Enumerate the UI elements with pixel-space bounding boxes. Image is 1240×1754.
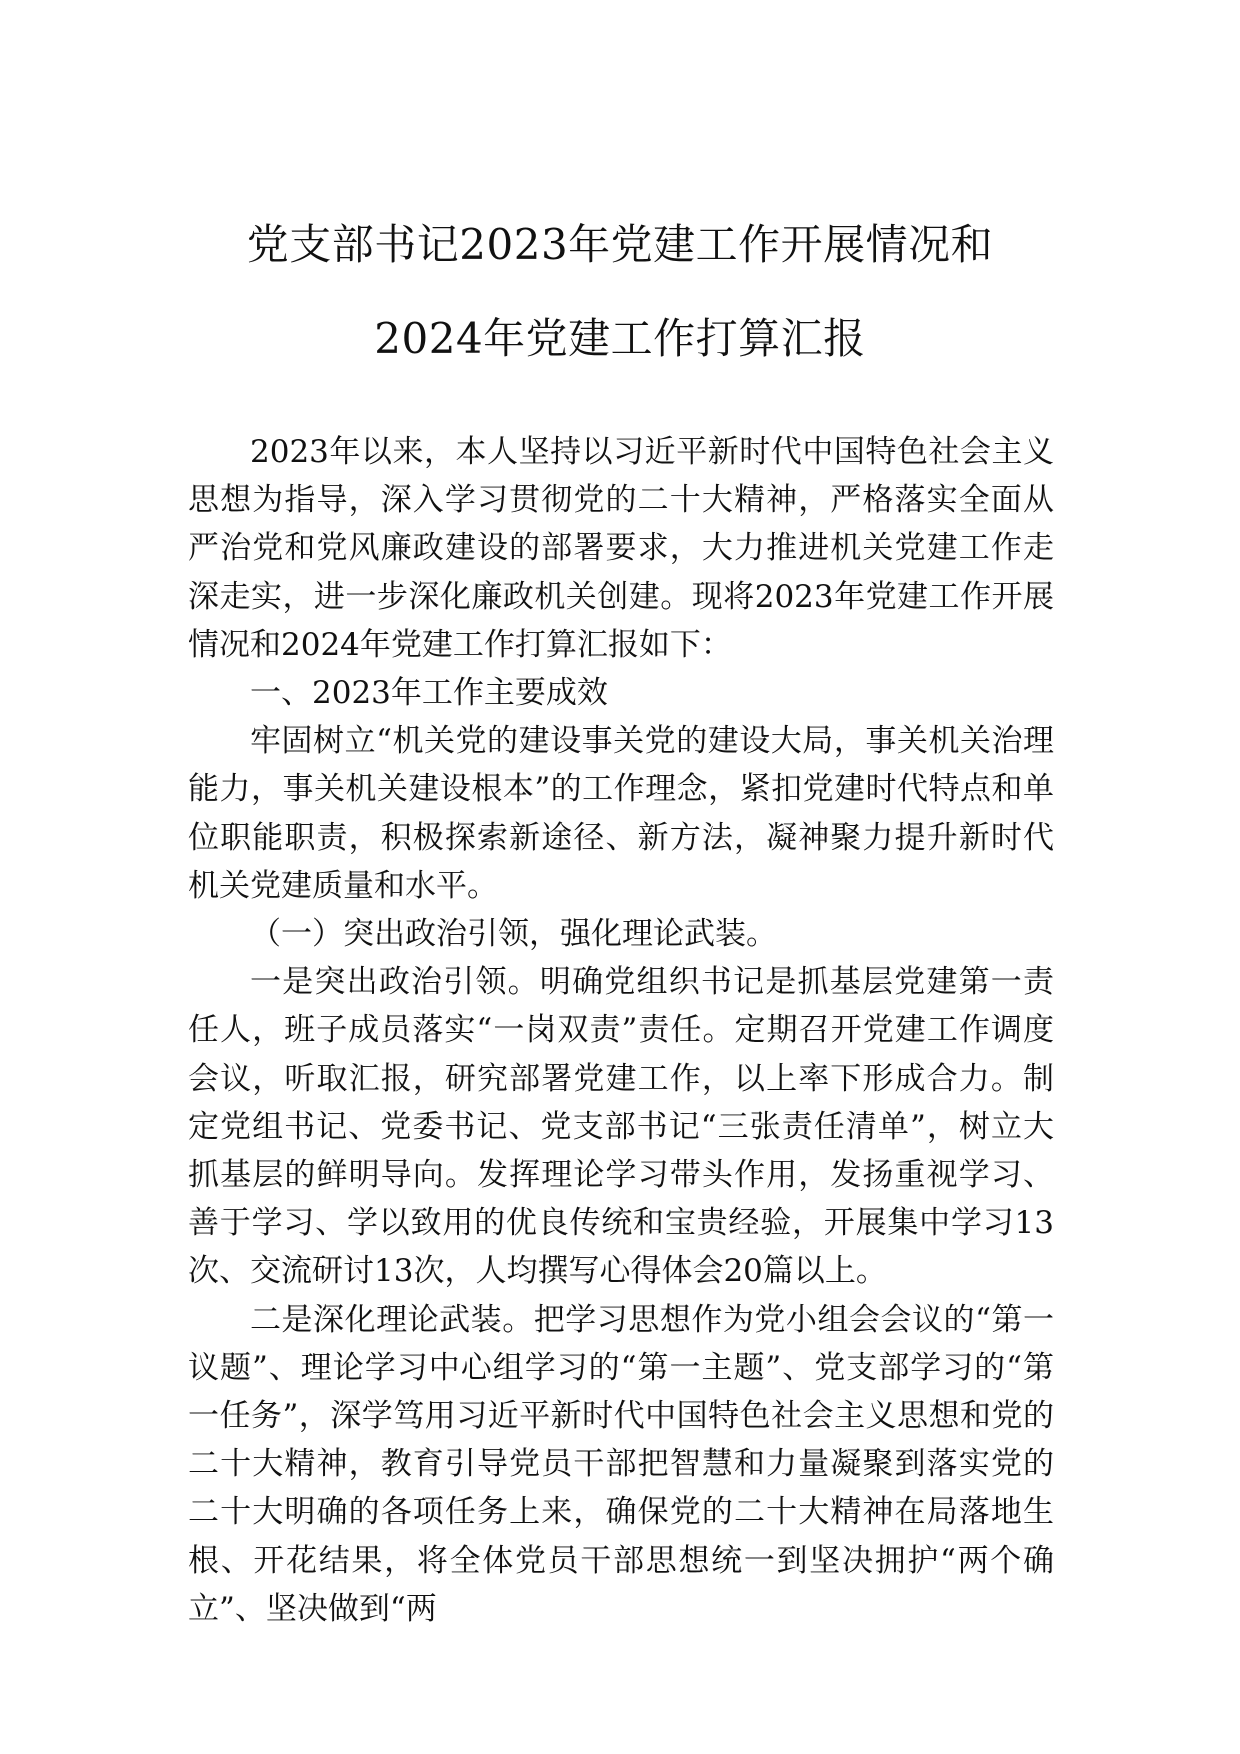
theory-study-paragraph: 二是深化理论武装。把学习思想作为党小组会会议的“第一议题”、理论学习中心组学习的“第一主题”、党支部学习的“第一任务”，深学笃用习近平新时代中国特色社会主义思想和党的二十大精神，教育引导党员干部把智慧和力量凝聚到落实党的二十大明确的各项任务上来，确保党的二十大精神在局落地生根、开花结果，将全体党员干部思想统一到坚决拥护“两个确立”、坚决做到“两	[188, 1301, 1054, 1627]
intro-paragraph: 2023年以来，本人坚持以习近平新时代中国特色社会主义思想为指导，深入学习贯彻党的二十大精神，严格落实全面从严治党和党风廉政建设的部署要求，大力推进机关党建工作走深走实，进一步深化廉政机关创建。现将2023年党建工作开展情况和2024年党建工作打算汇报如下：	[188, 434, 1054, 663]
document-title-line-2: 2024年党建工作打算汇报	[374, 314, 866, 363]
section-heading-1: 一、2023年工作主要成效	[250, 675, 608, 712]
document-body	[188, 428, 1054, 1633]
political-leadership-paragraph: 一是突出政治引领。明确党组织书记是抓基层党建第一责任人，班子成员落实“一岗双责”责任。定期召开党建工作调度会议，听取汇报，研究部署党建工作，以上率下形成合力。制定党组书记、党委书记、党支部书记“三张责任清单”，树立大抓基层的鲜明导向。发挥理论学习带头作用，发扬重视学习、善于学习、学以致用的优良传统和宝贵经验，开展集中学习13次、交流研讨13次，人均撰写心得体会20篇以上。	[188, 964, 1054, 1290]
section-summary-paragraph: 牢固树立“机关党的建设事关党的建设大局，事关机关治理能力，事关机关建设根本”的工作理念，紧扣党建时代特点和单位职能职责，积极探索新途径、新方法，凝神聚力提升新时代机关党建质量和水平。	[188, 723, 1054, 904]
document-title-line-1: 党支部书记2023年党建工作开展情况和	[246, 220, 994, 269]
subsection-heading-1: （一）突出政治引领，强化理论武装。	[250, 916, 777, 953]
